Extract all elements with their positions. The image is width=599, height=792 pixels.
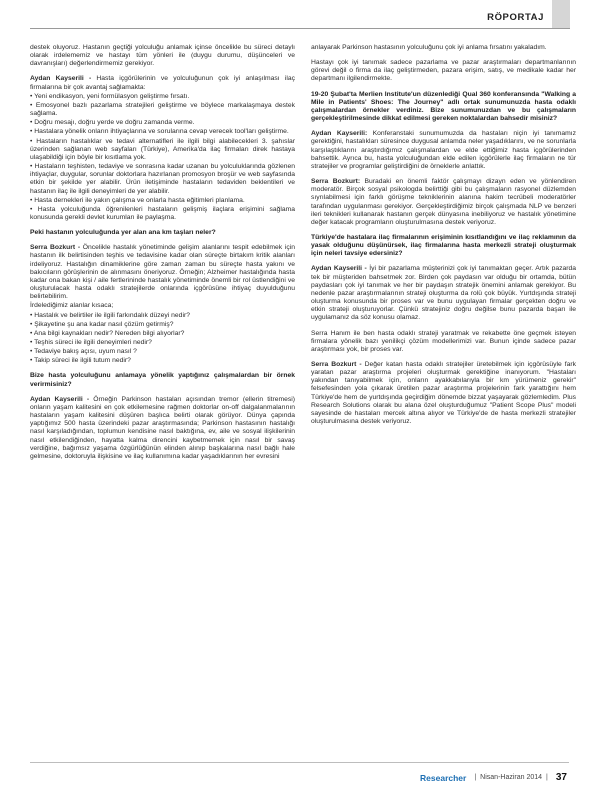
list-item: • Şikayetine şu ana kadar nasıl çözüm getirmiş?	[30, 321, 295, 329]
paragraph: Hastayı çok iyi tanımak sadece pazarlama ve pazar araştırmaları departmanlarının görevi değil o firma da ilaç geliştirmeden, pazara erişim, satış, ve medikale kadar her departmanı ilgilendirmekte.	[311, 59, 576, 83]
paragraph: anlayarak Parkinson hastasının yolculuğunu çok iyi anlama fırsatını yakaladım.	[311, 44, 547, 51]
list-item: • Hastalara yönelik onların ihtiyaçlarına ve sorularına cevap verecek tool'ları geliştirme.	[30, 128, 295, 136]
list-item: • Emosyonel bazlı pazarlama stratejileri geliştirme ve böylece markalaşmaya destek sağlama.	[30, 102, 295, 118]
list-item: • Hasta dernekleri ile yakın çalışma ve onlarla hasta eğitimleri planlama.	[30, 197, 295, 205]
answer-paragraph	[311, 130, 576, 171]
speaker-name: Serra Bozkurt -	[30, 244, 83, 252]
list-item: • Ana bilgi kaynakları nedir? Nereden bilgi alıyorlar?	[30, 330, 295, 338]
page-number: 37	[555, 772, 567, 783]
footer-separator: |	[474, 774, 477, 781]
magazine-brand: Researcher	[420, 772, 467, 783]
footer-info	[420, 772, 567, 783]
answer-paragraph	[311, 178, 576, 227]
paragraph: Serra Hanım ile ben hasta odaklı strateji yaratmak ve rekabette öne geçmek isteyen firmalara yönelik bazı yenilikçi çözüm modellerimizi var. Bunun içinde sadece pazar araştırması yok, bir proses var.	[311, 329, 576, 353]
paragraph: destek oluyoruz. Hastanın geçtiği yolculuğu anlamak içinse öncelikle bu süreci detaylı olarak irdelememiz ve hastayı tüm yönleri ile (duygu durumu, düşünceleri ve davranışları) değerlendirmemiz gerekiyor.	[30, 44, 295, 68]
list-item: • Yeni endikasyon, yeni formülasyon geliştirme fırsatı.	[30, 93, 295, 101]
answer-text: Buradaki en önemli faktör çalışmayı dizayn eden ve yönlendiren moderatör. Birçok sosyal psikologda belirttiği gibi bu çalışmaların rasyonel düzlemden sıyrılabilmesi için farklı görüşme tekniklerinin alanına hakim tecrübeli moderatörler tarafından uygulanması gerekiyor. Gerçekleştirdiğimiz birçok çalışmada NLP ve benzeri ileri teknikleri kullanarak hastanın gerçek dünyasına inebiliyoruz ve hastalık yönetimine değer katacak programların oluşturulmasına destek veriyoruz.	[311, 178, 576, 226]
list-item: • Hasta yolculuğunda öğrenilenleri hastaların gelişmiş ilaçlara erişimini sağlama konusunda gerekli devlet kurumları ile paylaşma.	[30, 206, 295, 222]
list-lead: İrdelediğimiz alanlar kısaca;	[30, 302, 114, 310]
header-accent-bar	[552, 0, 570, 28]
advantages-list	[30, 93, 295, 222]
answer-paragraph	[30, 396, 295, 461]
topics-list	[30, 312, 295, 366]
answer-text: Örneğin Parkinson hastaları açısından tremor (ellerin titremesi) onların yaşam kalitesini en çok etkilemesine rağmen doktorlar on-off dalgalanmalarının hastaların yaşam kalitesini düşüren başlıca belirti olarak görüyor. Dünya çapında yaptığımız 500 hasta üzerindeki pazar araştırmasında; Parkinson hastasının hastalığı nasıl karşıladığından, toplumun kendisine nasıl baktığına, ev, aile ve sosyal ilişkilerinin nasıl etkilendiğinden, hayatta kalma direncini kaybetmemek için nasıl bir savaş verdiğine, bağımsız yaşama özgürlüğünün elinden alınıp başkalarına nasıl bağlı hale gelmesine, doktoruyla ilişkisine ve ilaç kullanımına kadar yaşadıklarının her evresini	[30, 395, 295, 460]
speaker-name: Aydan Kayserili -	[30, 395, 94, 403]
answer-paragraph	[311, 361, 576, 426]
footer-divider	[30, 762, 569, 763]
interview-question: Türkiye'de hastalara ilaç firmalarının erişiminin kısıtlandığını ve ilaç reklamının da yasak olduğunu düşünürsek, ilaç firmalarına hasta merkezli strateji oluşturmak için neleri tavsiye edersiniz?	[311, 233, 576, 258]
answer-text: Hasta içgörülerinin ve yolculuğunun çok iyi anlaşılması ilaç firmalarına bir çok avantaj sağlamakta:	[30, 75, 295, 91]
list-item: • Doğru mesajı, doğru yerde ve doğru zamanda verme.	[30, 119, 295, 127]
interview-question: 19-20 Şubat'ta Merlien Institute'un düzenlediği Qual 360 konferansında "Walking a Mile in Patients' Shoes: The Journey" adlı ortak sunumunuzda hasta odaklı çalışmalardan örnekler verdiniz. Bize sunumunuzdan ve bu çalışmaların gerçekleştirilmesinde dikkat edilmesi gereken noktalardan bahsedir misiniz?	[311, 90, 576, 123]
right-column	[311, 44, 576, 433]
answer-text: Konferanstaki sunumumuzda da hastaları niçin iyi tanımamız gerektiğini, hastalıkları süresince duygusal anlamda neler yaşadıklarını, ve ne sorunlarla karşılaştıklarını araştırdığımız çalışmalardan ve elde ettiğimiz hasta içgörülerinden bahsettik. Ayrıca bu, hasta yolculuğundan elde edilen içgörülerle ilaç firmaların ne tür stratejiler ve programlar geliştirdiğini de örneklerle anlattık.	[311, 130, 576, 170]
speaker-name: Serra Bozkurt -	[311, 361, 365, 368]
issue-date: Nisan-Haziran 2014	[480, 774, 543, 781]
answer-paragraph	[30, 75, 295, 91]
header-divider	[30, 28, 570, 29]
answer-paragraph	[311, 265, 576, 322]
list-item: • Tedaviye bakış açısı, uyum nasıl ?	[30, 348, 295, 356]
answer-text: İyi bir pazarlama müşterinizi çok iyi tanımaktan geçer. Artık pazarda tek bir müşteriden bahsetmek zor. Birden çok paydasın var olduğu bir ortamda, bütün paydasları çok iyi tanımak ve her bir paydaşın stratejik önemini anlamak gerekiyor. Bu nedenle pazar araştırmalarının strateji oluşturma da rolü çok büyük. Yurtdışında strateji oluşturma konusunda bir proses var ve bunu uygulayan firmalar gerçekten doğru ve etkin strateji oluşturuyorlar. Çünkü stratejiniz doğru değilse bunu pazarda başarı ile uygulamanız da söz konusu olamaz.	[311, 265, 576, 322]
left-column	[30, 44, 295, 468]
speaker-name: Aydan Kayserili -	[311, 265, 370, 273]
list-item: • Teşhis süreci ile ilgili deneyimleri nedir?	[30, 339, 295, 347]
list-item: • Hastaların hastalıklar ve tedavi alternatifleri ile ilgili bilgi alabilecekleri 3. şahıslar üzerinden sağlanan web sayfaları (Türkiye), Amerika'da ilaç firmaları direk hastaya ulaşabildiği için böyle bir kısıtlama yok.	[30, 138, 295, 162]
interview-question: Peki hastanın yolculuğunda yer alan ana km taşları neler?	[30, 229, 216, 237]
speaker-name: Serra Bozkurt:	[311, 178, 365, 186]
page-header	[30, 0, 570, 30]
section-title: RÖPORTAJ	[487, 12, 544, 23]
answer-text: Değer katan hasta odaklı stratejiler üretebilmek için içgörüsüyle fark yaratan pazar araştırma projeleri oluşturmak gerektiğine inanıyorum. "Hastaları yakından tanıyabilmek için, onların ayakkabılarıyla bir km yürümeniz gerekir" felsefesinden yola çıkarak üretilen pazar araştırma projelerinin fark yarattığını hem Türkiye'de hem de yurtdışında geçirdiğim dönemde bizzat yaşayarak gözlemledim. Plus Research Solutions olarak bu alana özel oluşturduğumuz "Patient Scope Plus" modeli sayesinde de hastaları mercek altına alıyor ve Türkiye'de de hasta merkezli stratejiler oluşturulmasına destek veriyoruz.	[311, 361, 576, 426]
list-item: • Takip süreci ile ilgili tutum nedir?	[30, 357, 295, 365]
speaker-name: Aydan Kayserili -	[30, 75, 97, 83]
speaker-name: Aydan Kayserili:	[311, 130, 373, 138]
list-item: • Hastalık ve belirtiler ile ilgili farkındalık düzeyi nedir?	[30, 312, 295, 320]
interview-question: Bize hasta yolculuğunu anlamaya yönelik yaptığınız çalışmalardan bir örnek verirmisiniz?	[30, 372, 295, 388]
list-item: • Hastaların teşhisten, tedaviye ve sonrasına kadar uzanan bu yolculuklarında gözlenen ihtiyaçlar, duygular, sorunlar doktorlara hazırlanan promosyon broşür ve web sayfasında etkin bir şekilde yer alabilir. Ürün iletişiminde hastaların tedaviden beklentileri ve hastanın ilaç ile ilgili deneyimleri de yer alabilir.	[30, 163, 295, 196]
answer-text: Öncelikle hastalık yönetiminde gelişim alanlarını tespit edebilmek için hastanın ilk belirtisinden teşhis ve tedavisine kadar olan süreçte birtakım kritik alanları irdeliyoruz. Hastalığın dinamiklerine göre zaman zaman bu süreçte hasta yakını ve bakıcıların görüşlerinin de alınmasını öneriyoruz. Örneğin; Alzheimer hastalığında hasta kadar ona bakan kişi / aile fertlerininde hastalık yönetiminde önemli bir rol üstlendiğini ve oluşturulacak hasta odaklı stratejilerde onlarında içgörüsüne ihtiyaç duyulduğunu belirtebilirim.	[30, 244, 295, 301]
answer-paragraph	[30, 244, 295, 301]
footer-separator: |	[546, 774, 548, 781]
page-footer	[0, 762, 599, 792]
